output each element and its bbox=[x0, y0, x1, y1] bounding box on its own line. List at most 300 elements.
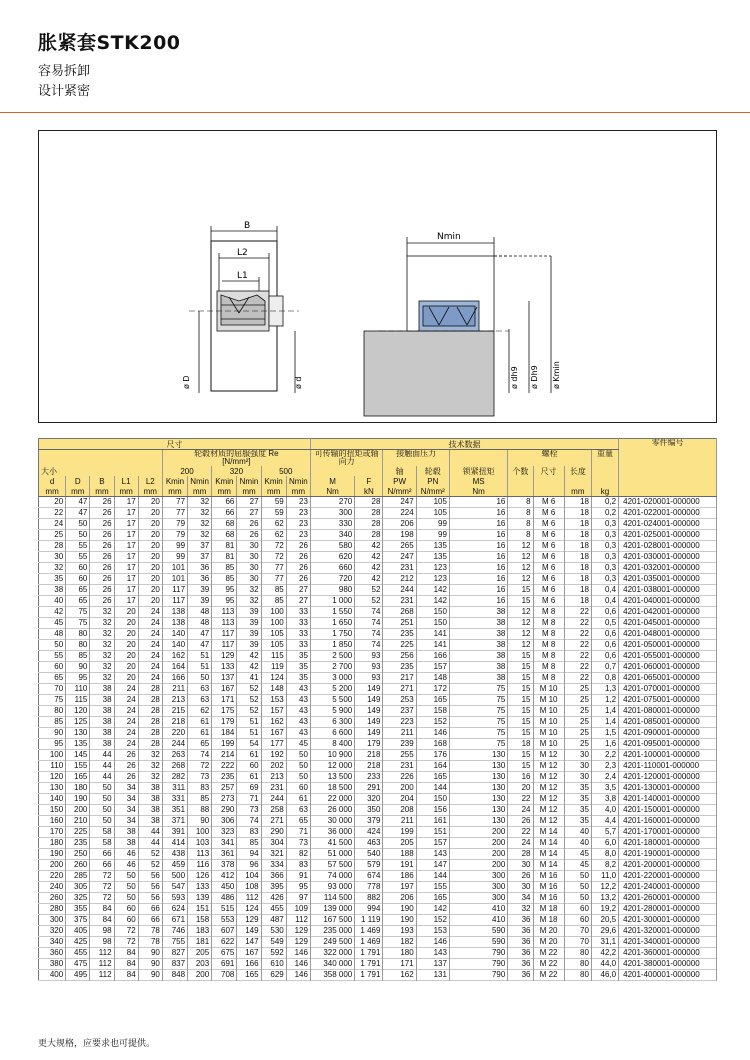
table-cell: 139 000 bbox=[310, 904, 354, 915]
table-cell: 34 bbox=[508, 893, 533, 904]
table-cell: 18 bbox=[564, 552, 591, 563]
table-cell: 980 bbox=[310, 585, 354, 596]
table-cell: 36 bbox=[508, 937, 533, 948]
table-cell: 30 bbox=[508, 882, 533, 893]
table-cell: 15 bbox=[508, 585, 533, 596]
table-cell: 379 bbox=[355, 816, 383, 827]
table-cell: 52 bbox=[138, 849, 162, 860]
table-cell: 38 bbox=[114, 827, 138, 838]
table-cell: 188 bbox=[383, 849, 416, 860]
table-cell: 148 bbox=[416, 673, 449, 684]
table-cell: 32 bbox=[188, 497, 212, 508]
table-cell: 341 bbox=[212, 838, 237, 849]
table-cell: 48 bbox=[39, 629, 66, 640]
table-cell: 117 bbox=[162, 585, 187, 596]
table-cell: 4201-200001-000000 bbox=[619, 860, 717, 871]
table-cell: 38 bbox=[90, 728, 114, 739]
table-cell: 32 bbox=[138, 761, 162, 772]
table-cell: 74 bbox=[355, 618, 383, 629]
table-cell: 20 bbox=[39, 497, 66, 508]
subtitle-compact-design: 设计紧密 bbox=[38, 84, 91, 99]
table-cell: 56 bbox=[138, 871, 162, 882]
table-row bbox=[39, 497, 717, 508]
table-cell: 68 bbox=[212, 519, 237, 530]
table-cell: 110 bbox=[66, 684, 90, 695]
table-cell: 459 bbox=[162, 860, 187, 871]
table-cell: 13,2 bbox=[591, 893, 618, 904]
table-cell: 414 bbox=[162, 838, 187, 849]
table-cell: 100 bbox=[39, 750, 66, 761]
table-cell: 190 bbox=[383, 904, 416, 915]
table-cell: M 10 bbox=[533, 728, 564, 739]
table-cell: 50 bbox=[90, 816, 114, 827]
table-cell: 20 bbox=[508, 783, 533, 794]
table-cell: 179 bbox=[355, 739, 383, 750]
table-cell: 70 bbox=[564, 926, 591, 937]
table-cell: 26 bbox=[237, 530, 261, 541]
table-cell: 138 bbox=[162, 618, 187, 629]
table-cell: 42,2 bbox=[591, 948, 618, 959]
table-cell: M 8 bbox=[533, 629, 564, 640]
table-cell: 148 bbox=[261, 684, 286, 695]
table-cell: 38 bbox=[449, 662, 507, 673]
table-cell: 233 bbox=[355, 772, 383, 783]
table-cell: 17 bbox=[114, 497, 138, 508]
table-cell: 165 bbox=[416, 695, 449, 706]
table-cell: 167 bbox=[237, 948, 261, 959]
header-divider bbox=[0, 112, 750, 113]
table-cell: 165 bbox=[416, 893, 449, 904]
table-cell: 495 bbox=[66, 970, 90, 981]
table-cell: 0,4 bbox=[591, 585, 618, 596]
table-cell: 15 bbox=[508, 684, 533, 695]
table-cell: 58 bbox=[90, 827, 114, 838]
col-symbol: M bbox=[310, 476, 354, 486]
table-cell: 12 bbox=[508, 629, 533, 640]
table-cell: 22 bbox=[508, 827, 533, 838]
table-cell: 210 bbox=[66, 816, 90, 827]
table-cell: 330 bbox=[310, 519, 354, 530]
table-cell: 28 bbox=[355, 497, 383, 508]
table-cell: 592 bbox=[261, 948, 286, 959]
table-cell: 164 bbox=[162, 662, 187, 673]
table-cell: 99 bbox=[416, 519, 449, 530]
table-cell: 0,3 bbox=[591, 541, 618, 552]
table-cell: 11,0 bbox=[591, 871, 618, 882]
table-cell: 63 bbox=[286, 805, 310, 816]
table-cell: 17 bbox=[114, 585, 138, 596]
table-cell: 3,5 bbox=[591, 783, 618, 794]
table-cell: 260 bbox=[39, 893, 66, 904]
table-cell: 4201-075001-000000 bbox=[619, 695, 717, 706]
table-cell: 16 bbox=[449, 519, 507, 530]
table-cell: 4201-340001-000000 bbox=[619, 937, 717, 948]
header-weight: 重量 bbox=[591, 450, 618, 477]
table-cell: 549 bbox=[261, 937, 286, 948]
table-cell: 120 bbox=[39, 772, 66, 783]
table-cell: 2,2 bbox=[591, 750, 618, 761]
table-cell: M 6 bbox=[533, 530, 564, 541]
table-cell: 98 bbox=[90, 926, 114, 937]
table-cell: M 20 bbox=[533, 926, 564, 937]
table-cell: 0,2 bbox=[591, 497, 618, 508]
table-cell: 258 bbox=[261, 805, 286, 816]
table-cell: 28 bbox=[355, 530, 383, 541]
table-cell: 30 000 bbox=[310, 816, 354, 827]
table-cell: M 16 bbox=[533, 893, 564, 904]
table-cell: 1 550 bbox=[310, 607, 354, 618]
table-cell: 37 bbox=[188, 552, 212, 563]
table-cell: 487 bbox=[261, 915, 286, 926]
table-cell: 375 bbox=[66, 915, 90, 926]
table-cell: 12 bbox=[508, 618, 533, 629]
table-cell: 22 bbox=[564, 607, 591, 618]
table-cell: 24 bbox=[508, 838, 533, 849]
table-cell: 24 bbox=[138, 651, 162, 662]
table-cell: 46 bbox=[114, 860, 138, 871]
table-cell: 79 bbox=[162, 519, 187, 530]
table-cell: 30 bbox=[39, 552, 66, 563]
table-cell: 138 bbox=[162, 607, 187, 618]
table-cell: 325 bbox=[66, 893, 90, 904]
table-cell: 85 bbox=[212, 574, 237, 585]
table-cell: M 18 bbox=[533, 915, 564, 926]
table-cell: 192 bbox=[261, 750, 286, 761]
table-cell: 140 bbox=[162, 629, 187, 640]
table-cell: 25 bbox=[564, 695, 591, 706]
table-cell: 708 bbox=[212, 970, 237, 981]
table-cell: 199 bbox=[212, 739, 237, 750]
table-cell: 217 bbox=[383, 673, 416, 684]
table-cell: 150 bbox=[416, 607, 449, 618]
table-cell: 244 bbox=[261, 794, 286, 805]
table-cell: 167 500 bbox=[310, 915, 354, 926]
col-symbol: B bbox=[90, 476, 114, 486]
table-cell: 250 bbox=[66, 849, 90, 860]
header-part-number: 零件编号 bbox=[619, 439, 717, 467]
table-cell: 311 bbox=[162, 783, 187, 794]
col-unit: mm bbox=[66, 486, 90, 497]
table-cell: 165 bbox=[416, 772, 449, 783]
table-cell: 17 bbox=[114, 541, 138, 552]
table-cell: 200 bbox=[188, 970, 212, 981]
table-cell: 137 bbox=[416, 959, 449, 970]
table-cell: 15 bbox=[508, 651, 533, 662]
table-cell: 158 bbox=[416, 706, 449, 717]
table-cell: 38 bbox=[449, 673, 507, 684]
table-cell: 20 bbox=[114, 651, 138, 662]
table-cell: 270 bbox=[310, 497, 354, 508]
table-cell: 73 bbox=[237, 805, 261, 816]
table-cell: 129 bbox=[212, 651, 237, 662]
table-cell: 72 bbox=[114, 926, 138, 937]
table-cell: 165 bbox=[66, 772, 90, 783]
table-cell: 24 bbox=[138, 662, 162, 673]
table-cell: 475 bbox=[66, 959, 90, 970]
table-cell: 39 bbox=[188, 585, 212, 596]
table-cell: 300 bbox=[449, 893, 507, 904]
table-cell: 18 bbox=[564, 541, 591, 552]
table-cell: 99 bbox=[162, 552, 187, 563]
table-cell: 4201-150001-000000 bbox=[619, 805, 717, 816]
table-cell: 300 bbox=[39, 915, 66, 926]
table-cell: 80 bbox=[66, 629, 90, 640]
table-cell: M 22 bbox=[533, 959, 564, 970]
table-cell: 95 bbox=[212, 585, 237, 596]
table-cell: 203 bbox=[188, 959, 212, 970]
table-cell: 77 bbox=[162, 497, 187, 508]
table-cell: 671 bbox=[162, 915, 187, 926]
table-cell: 4201-025001-000000 bbox=[619, 530, 717, 541]
table-cell: 75 bbox=[449, 728, 507, 739]
table-row bbox=[39, 519, 717, 530]
table-cell: 8 bbox=[508, 519, 533, 530]
table-cell: 211 bbox=[383, 816, 416, 827]
table-cell: 26 bbox=[508, 871, 533, 882]
table-cell: 95 bbox=[39, 739, 66, 750]
table-cell: 235 bbox=[383, 629, 416, 640]
table-cell: 36 bbox=[188, 563, 212, 574]
table-cell: 3,8 bbox=[591, 794, 618, 805]
table-cell: 113 bbox=[212, 607, 237, 618]
table-cell: 176 bbox=[416, 750, 449, 761]
table-cell: 137 bbox=[212, 673, 237, 684]
table-cell: M 20 bbox=[533, 937, 564, 948]
table-cell: 12 000 bbox=[310, 761, 354, 772]
table-cell: 691 bbox=[212, 959, 237, 970]
table-cell: 42 bbox=[237, 651, 261, 662]
table-row bbox=[39, 783, 717, 794]
table-cell: 20 bbox=[138, 552, 162, 563]
table-cell: 112 bbox=[90, 970, 114, 981]
table-cell: M 12 bbox=[533, 816, 564, 827]
table-cell: 580 bbox=[310, 541, 354, 552]
table-cell: 38 bbox=[449, 629, 507, 640]
table-cell: 52 bbox=[237, 706, 261, 717]
table-cell: 675 bbox=[212, 948, 237, 959]
table-cell: 48 bbox=[188, 607, 212, 618]
table-cell: 26 000 bbox=[310, 805, 354, 816]
table-cell: 322 000 bbox=[310, 948, 354, 959]
table-cell: M 14 bbox=[533, 849, 564, 860]
table-cell: 47 bbox=[66, 497, 90, 508]
table-cell: 98 bbox=[90, 937, 114, 948]
col-unit: mm bbox=[162, 486, 187, 497]
table-cell: 17 bbox=[114, 530, 138, 541]
table-cell: 4201-048001-000000 bbox=[619, 629, 717, 640]
table-cell: 35 bbox=[564, 794, 591, 805]
dim-label-Nmin: Nmin bbox=[437, 232, 461, 242]
table-cell: M 12 bbox=[533, 783, 564, 794]
table-row bbox=[39, 728, 717, 739]
table-cell: 75 bbox=[66, 607, 90, 618]
table-cell: 28 bbox=[138, 739, 162, 750]
table-cell: 114 500 bbox=[310, 893, 354, 904]
table-cell: 50 bbox=[564, 882, 591, 893]
table-cell: 93 bbox=[355, 662, 383, 673]
table-cell: 146 bbox=[286, 970, 310, 981]
table-cell: 265 bbox=[383, 541, 416, 552]
table-cell: 26 bbox=[508, 816, 533, 827]
table-cell: 6,0 bbox=[591, 838, 618, 849]
table-cell: 455 bbox=[261, 904, 286, 915]
table-cell: 51 000 bbox=[310, 849, 354, 860]
table-cell: 17 bbox=[114, 563, 138, 574]
table-cell: 32 bbox=[188, 508, 212, 519]
table-cell: 42 bbox=[355, 552, 383, 563]
table-cell: 140 bbox=[39, 794, 66, 805]
table-cell: 4201-220001-000000 bbox=[619, 871, 717, 882]
table-cell: 282 bbox=[162, 772, 187, 783]
table-cell: 231 bbox=[383, 761, 416, 772]
table-cell: 410 bbox=[449, 915, 507, 926]
table-cell: 4201-040001-000000 bbox=[619, 596, 717, 607]
table-cell: 4201-380001-000000 bbox=[619, 959, 717, 970]
table-cell: 44 bbox=[138, 838, 162, 849]
table-cell: M 12 bbox=[533, 761, 564, 772]
table-cell: 27 bbox=[286, 596, 310, 607]
table-cell: 72 bbox=[188, 761, 212, 772]
table-cell: 43 bbox=[286, 684, 310, 695]
table-row bbox=[39, 970, 717, 981]
table-cell: 190 bbox=[39, 849, 66, 860]
table-cell: 200 bbox=[66, 805, 90, 816]
dim-label-d: ø d bbox=[294, 376, 303, 389]
header-tech-group: 技术数据 bbox=[310, 439, 618, 450]
table-cell: 181 bbox=[188, 937, 212, 948]
table-cell: 47 bbox=[188, 640, 212, 651]
table-cell: 20 bbox=[138, 585, 162, 596]
table-cell: 15 bbox=[508, 761, 533, 772]
table-cell: 18 bbox=[564, 574, 591, 585]
table-cell: 79 bbox=[162, 530, 187, 541]
table-cell: 12 bbox=[508, 607, 533, 618]
table-cell: 69 bbox=[237, 783, 261, 794]
table-cell: 37 bbox=[188, 541, 212, 552]
dim-label-L2: L2 bbox=[237, 248, 248, 258]
table-cell: 117 bbox=[212, 629, 237, 640]
table-cell: 171 bbox=[383, 959, 416, 970]
table-cell: 77 bbox=[162, 508, 187, 519]
table-cell: 46 bbox=[114, 849, 138, 860]
table-cell: 32 bbox=[90, 673, 114, 684]
table-cell: 85 bbox=[39, 717, 66, 728]
col-unit: mm bbox=[237, 486, 261, 497]
table-cell: 837 bbox=[162, 959, 187, 970]
table-cell: 80 bbox=[564, 970, 591, 981]
table-cell: 15 bbox=[508, 750, 533, 761]
table-cell: 70 bbox=[564, 937, 591, 948]
table-cell: 4201-055001-000000 bbox=[619, 651, 717, 662]
table-cell: 74 000 bbox=[310, 871, 354, 882]
table-cell: 22 000 bbox=[310, 794, 354, 805]
table-cell: 340 000 bbox=[310, 959, 354, 970]
col-symbol: Kmin bbox=[162, 476, 187, 486]
table-row bbox=[39, 684, 717, 695]
table-cell: 26 bbox=[286, 574, 310, 585]
table-cell: 17 bbox=[114, 574, 138, 585]
table-cell: 108 bbox=[237, 882, 261, 893]
table-cell: 110 bbox=[39, 761, 66, 772]
table-cell: 200 bbox=[449, 827, 507, 838]
table-cell: 50 bbox=[114, 871, 138, 882]
table-cell: 50 bbox=[90, 805, 114, 816]
col-unit: kN bbox=[355, 486, 383, 497]
table-cell: 103 bbox=[188, 838, 212, 849]
table-cell: 52 bbox=[355, 585, 383, 596]
table-cell: 63 bbox=[188, 684, 212, 695]
table-cell: 366 bbox=[261, 871, 286, 882]
table-cell: 74 bbox=[188, 750, 212, 761]
table-cell: 36 bbox=[508, 970, 533, 981]
table-cell: 24 bbox=[114, 739, 138, 750]
table-cell: 20 bbox=[138, 497, 162, 508]
table-cell: 71 bbox=[237, 794, 261, 805]
page-title: 胀紧套STK200 bbox=[38, 32, 181, 54]
table-cell: 222 bbox=[212, 761, 237, 772]
table-cell: 0,6 bbox=[591, 640, 618, 651]
table-cell: M 6 bbox=[533, 541, 564, 552]
table-cell: 22 bbox=[508, 794, 533, 805]
table-cell: M 22 bbox=[533, 970, 564, 981]
table-cell: 72 bbox=[114, 937, 138, 948]
table-cell: 15 bbox=[508, 728, 533, 739]
table-cell: 38 bbox=[449, 640, 507, 651]
table-cell: 175 bbox=[212, 706, 237, 717]
table-cell: 28 bbox=[138, 684, 162, 695]
table-row bbox=[39, 541, 717, 552]
table-row bbox=[39, 860, 717, 871]
table-cell: 38 bbox=[90, 717, 114, 728]
table-cell: 115 bbox=[261, 651, 286, 662]
table-cell: 5 500 bbox=[310, 695, 354, 706]
table-cell: 130 bbox=[449, 816, 507, 827]
table-cell: 72 bbox=[90, 893, 114, 904]
table-cell: 22 bbox=[564, 673, 591, 684]
table-cell: 400 bbox=[39, 970, 66, 981]
table-cell: 20 bbox=[114, 629, 138, 640]
table-cell: 290 bbox=[261, 827, 286, 838]
table-cell: 50 bbox=[90, 794, 114, 805]
table-cell: 140 bbox=[162, 640, 187, 651]
table-cell: 50 bbox=[39, 640, 66, 651]
table-cell: 18 bbox=[564, 530, 591, 541]
table-cell: 61 bbox=[188, 717, 212, 728]
col-unit: Nm bbox=[310, 486, 354, 497]
header-column-symbols bbox=[39, 476, 717, 486]
table-cell: 130 bbox=[449, 783, 507, 794]
table-cell: 50 bbox=[188, 673, 212, 684]
table-cell: 43 bbox=[286, 717, 310, 728]
table-cell: 4201-035001-000000 bbox=[619, 574, 717, 585]
table-cell: 35 bbox=[286, 673, 310, 684]
table-cell: 73 bbox=[188, 772, 212, 783]
table-cell: 30 bbox=[237, 541, 261, 552]
col-symbol: F bbox=[355, 476, 383, 486]
table-row bbox=[39, 761, 717, 772]
table-cell: 75 bbox=[449, 695, 507, 706]
table-cell: 157 bbox=[416, 662, 449, 673]
table-cell: 139 bbox=[188, 893, 212, 904]
table-cell: 30 bbox=[237, 574, 261, 585]
table-cell: 133 bbox=[212, 662, 237, 673]
table-cell: 24 bbox=[114, 695, 138, 706]
table-cell: 320 bbox=[39, 926, 66, 937]
table-cell: 22 bbox=[564, 640, 591, 651]
table-cell: 213 bbox=[261, 772, 286, 783]
table-cell: 610 bbox=[261, 959, 286, 970]
table-cell: 26 bbox=[90, 519, 114, 530]
